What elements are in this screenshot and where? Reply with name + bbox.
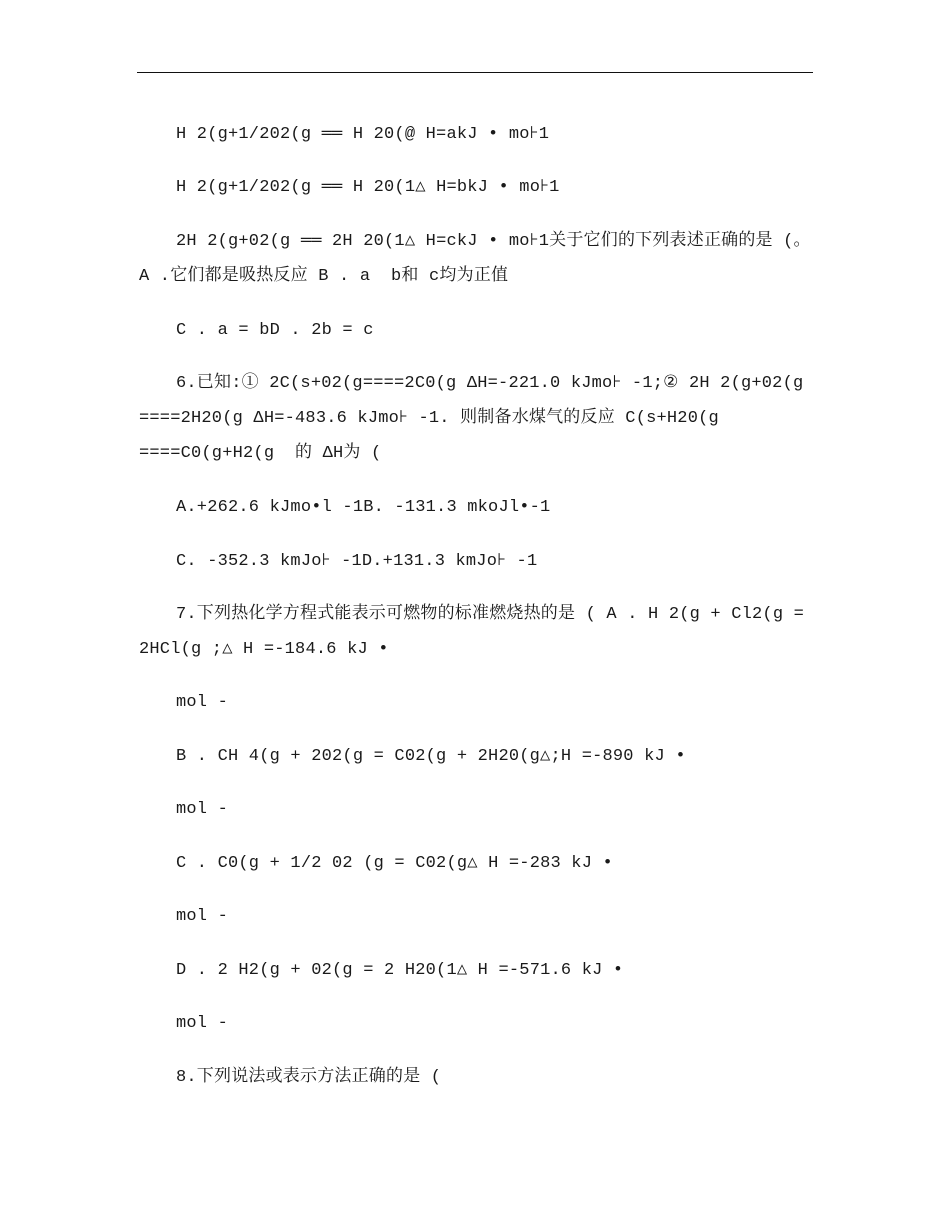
text-line: mol - <box>176 800 229 819</box>
text-line: 6.已知:① 2C(s+02(g====2C0(g ΔH=-221.0 kJmo⊦ -1;② 2H 2(g+02(g <box>176 374 804 393</box>
text-line: B . CH 4(g + 202(g = C02(g + 2H20(g△;H =-890 kJ • <box>176 747 686 766</box>
text-line: C . C0(g + 1/2 02 (g = C02(g△ H =-283 kJ • <box>176 854 613 873</box>
text-line: ====C0(g+H2(g 的 ΔH为 ( <box>139 444 382 463</box>
text-line: H 2(g+1/202(g ══ H 20(1△ H=bkJ • mo⊦1 <box>176 178 560 197</box>
text-line: 7.下列热化学方程式能表示可燃物的标准燃烧热的是 ( A . H 2(g + Cl2(g = <box>176 605 805 624</box>
text-line: A.+262.6 kJmo•l -1B. -131.3 mkoJl•-1 <box>176 498 551 517</box>
text-line: 2HCl(g ;△ H =-184.6 kJ • <box>139 640 389 659</box>
text-line: mol - <box>176 907 229 926</box>
text-line: mol - <box>176 693 229 712</box>
text-line: A .它们都是吸热反应 B . a b和 c均为正值 <box>139 267 509 286</box>
text-line: C . a = bD . 2b = c <box>176 321 374 340</box>
header-rule <box>137 72 813 73</box>
text-line: D . 2 H2(g + 02(g = 2 H20(1△ H =-571.6 kJ • <box>176 961 624 980</box>
text-line: C. -352.3 kmJo⊦ -1D.+131.3 kmJo⊦ -1 <box>176 552 538 571</box>
text-line: mol - <box>176 1014 229 1033</box>
text-line: H 2(g+1/202(g ══ H 20(@ H=akJ • mo⊦1 <box>176 125 550 144</box>
text-line: 2H 2(g+02(g ══ 2H 20(1△ H=ckJ • mo⊦1关于它们的下列表述正确的是 (。 <box>176 232 811 251</box>
text-line: 8.下列说法或表示方法正确的是 ( <box>176 1068 442 1087</box>
text-line: ====2H20(g ΔH=-483.6 kJmo⊦ -1. 则制备水煤气的反应 C(s+H20(g <box>139 409 719 428</box>
